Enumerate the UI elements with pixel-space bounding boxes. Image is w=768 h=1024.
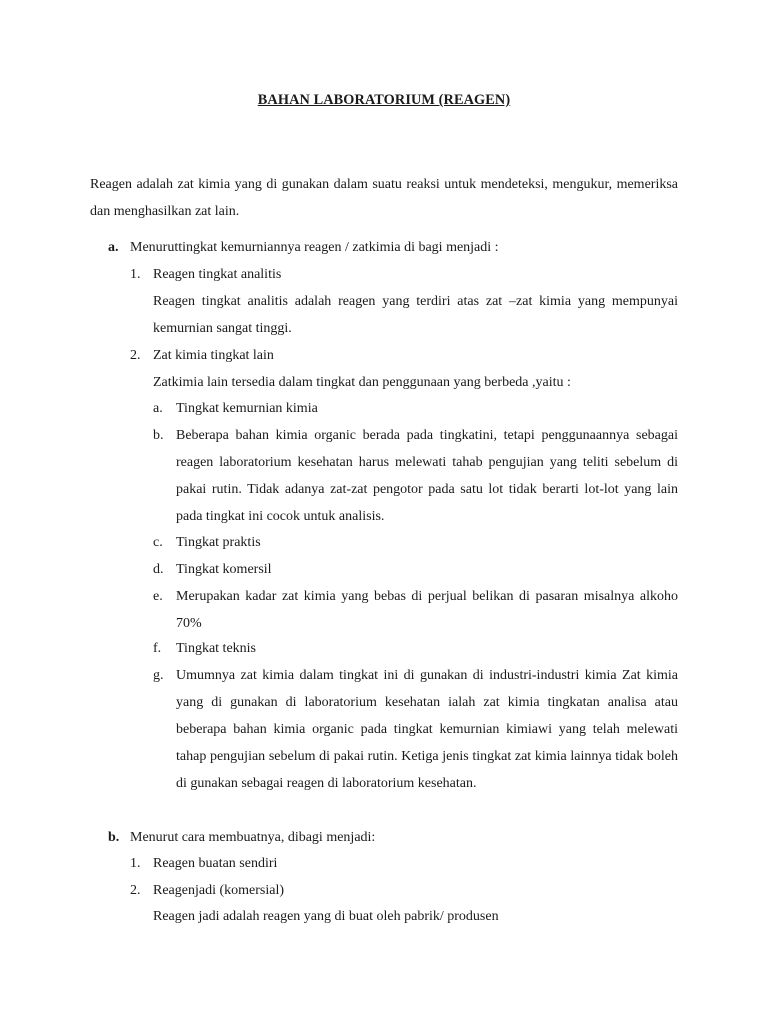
sub-item-marker: c. bbox=[153, 535, 163, 550]
list-item-marker: 1. bbox=[130, 856, 141, 871]
list-item-label: Reagen tingkat analitis bbox=[153, 267, 282, 282]
document-title: BAHAN LABORATORIUM (REAGEN) bbox=[257, 92, 511, 108]
sub-item-marker: e. bbox=[153, 589, 163, 604]
list-item-label: Zat kimia tingkat lain bbox=[153, 348, 274, 363]
intro-paragraph: Reagen adalah zat kimia yang di gunakan dalam suatu reaksi untuk mendeteksi, mengukur, memeriksa dan menghasilkan zat lain. bbox=[90, 177, 678, 219]
section-a-marker: a. bbox=[108, 240, 119, 255]
sub-item-marker: g. bbox=[153, 668, 164, 683]
sub-item-text: Merupakan kadar zat kimia yang bebas di perjual belikan di pasaran misalnya alkoho 70% bbox=[176, 589, 678, 631]
section-b-marker: b. bbox=[108, 830, 120, 845]
list-item-description: Reagen jadi adalah reagen yang di buat oleh pabrik/ produsen bbox=[153, 909, 499, 924]
list-item-marker: 2. bbox=[130, 883, 141, 898]
section-a-heading: Menuruttingkat kemurniannya reagen / zatkimia di bagi menjadi : bbox=[130, 240, 499, 255]
list-item-description: Reagen tingkat analitis adalah reagen yang terdiri atas zat –zat kimia yang mempunyai kemurnian sangat tinggi. bbox=[153, 294, 678, 336]
sub-item-marker: d. bbox=[153, 562, 164, 577]
sub-item-text: Tingkat praktis bbox=[176, 535, 261, 550]
sub-item-text: Tingkat komersil bbox=[176, 562, 272, 577]
sub-item-text: Tingkat kemurnian kimia bbox=[176, 401, 318, 416]
section-b-heading: Menurut cara membuatnya, dibagi menjadi: bbox=[130, 830, 376, 845]
list-item-description: Zatkimia lain tersedia dalam tingkat dan penggunaan yang berbeda ,yaitu : bbox=[153, 375, 571, 390]
sub-item-marker: b. bbox=[153, 428, 164, 443]
sub-item-text: Beberapa bahan kimia organic berada pada tingkatini, tetapi penggunaannya sebagai reagen laboratorium kesehatan harus melewati tahab pengujian yang teliti sebelum di pakai rutin. Tidak adanya zat-zat pengotor pada satu lot tidak berarti lot-lot yang lain pada tingkat ini cocok untuk analisis. bbox=[176, 428, 678, 524]
sub-item-text: Umumnya zat kimia dalam tingkat ini di gunakan di industri-industri kimia Zat kimia yang di gunakan di laboratorium kesehatan ialah zat kimia tingkatan analisa atau beberapa bahan kimia organic pada tingkat kemurnian kimiawi yang telah melewati tahap pengujian sebelum di pakai rutin. Ketiga jenis tingkat zat kimia lainnya tidak boleh di gunakan sebagai reagen di laboratorium kesehatan. bbox=[176, 668, 678, 791]
sub-item-text: Tingkat teknis bbox=[176, 641, 256, 656]
list-item-label: Reagen buatan sendiri bbox=[153, 856, 278, 871]
list-item-marker: 1. bbox=[130, 267, 141, 282]
sub-item-marker: f. bbox=[153, 641, 162, 656]
list-item-label: Reagenjadi (komersial) bbox=[153, 883, 285, 898]
list-item-marker: 2. bbox=[130, 348, 141, 363]
sub-item-marker: a. bbox=[153, 401, 163, 416]
